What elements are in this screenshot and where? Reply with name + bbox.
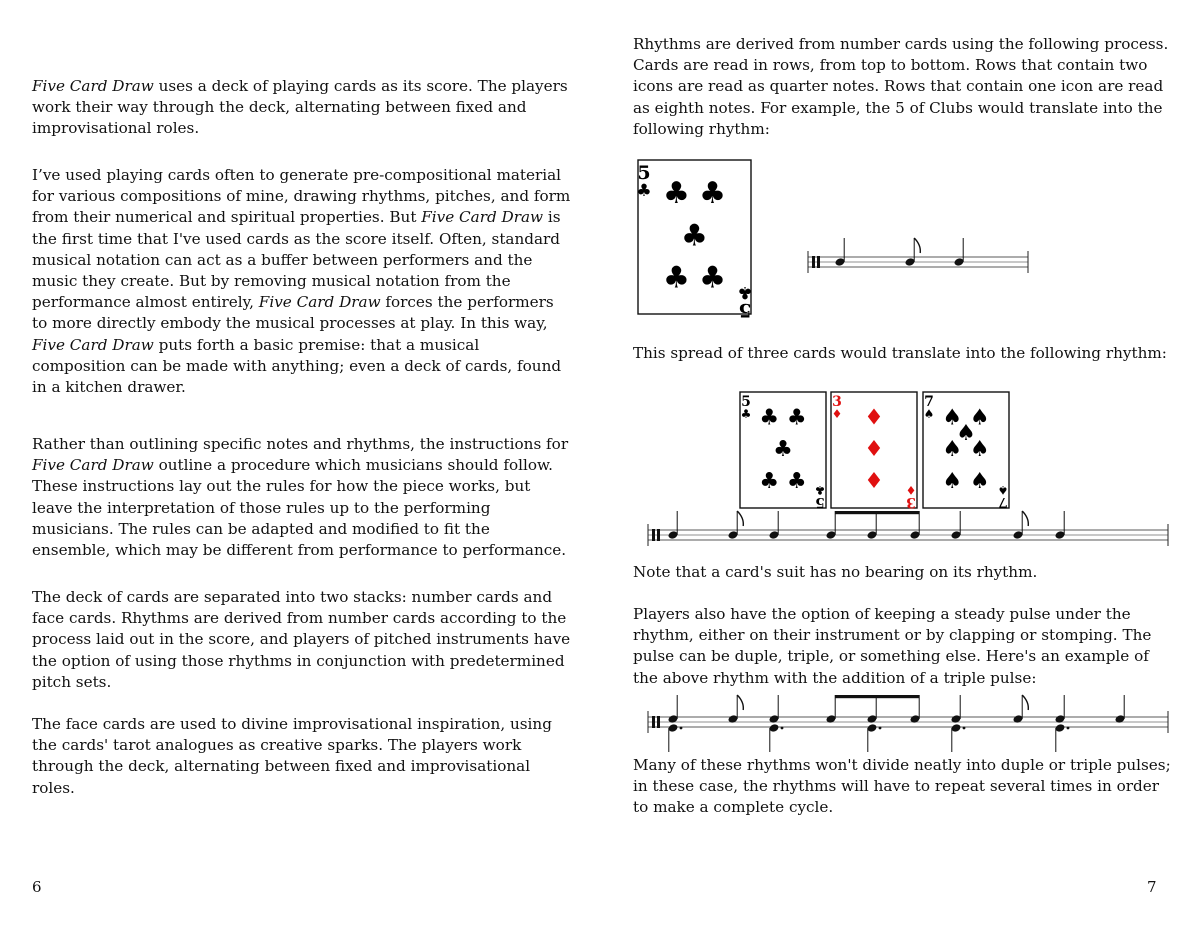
diamonds-pip-icon: ♦ — [864, 468, 884, 494]
title-italic: Five Card Draw — [421, 208, 544, 227]
text-run: Rather than outlining specific notes and rhythms, the instructions for — [32, 435, 569, 453]
text-run: uses a deck of playing cards as its score. The players work their way through the deck, alternating between fixed and improvisational roles. — [32, 77, 568, 138]
rhythm-staff-triple-pulse — [648, 695, 1168, 752]
text-run: I’ve used playing cards often to generate pre-compositional material for various compositions of mine, drawing rhythms, pitches, and form from their numerical and spiritual properties. But — [32, 166, 571, 227]
paragraph-pulse: Players also have the option of keeping a steady pulse under the rhythm, either on their instrument or by clapping or stomping. The pulse can be duple, triple, or something else. Here's an example of the above rhythm with the addition of a triple pulse: — [633, 605, 1152, 687]
clubs-pip-icon: ♣ — [786, 405, 807, 431]
text-run: is the first time that I've used cards as the score itself. Often, standard musical notation can act as a buffer between performers and the music they create. But by removing musical notation from the performance almost entirely, — [32, 208, 561, 312]
text-run: puts forth a basic premise: that a musical composition can be made with anything; even a deck of cards, found in a kitchen drawer. — [32, 335, 562, 397]
clubs-corner-icon: ♣ — [740, 407, 752, 421]
right-page — [600, 0, 1200, 930]
card-rank: 3 — [906, 494, 916, 510]
clubs-pip-icon: ♣ — [786, 468, 807, 494]
spades-corner-icon: ♠ — [923, 407, 935, 421]
paragraph-background — [32, 165, 572, 398]
paragraph-suit-note: Note that a card's suit has no bearing on its rhythm. — [633, 563, 1038, 581]
playing-card-7-of-spades — [923, 392, 1009, 510]
percussion-clef — [817, 256, 820, 268]
spades-pip-icon: ♠ — [956, 421, 976, 447]
eighth-flag — [914, 238, 920, 253]
clubs-pip-icon: ♣ — [773, 437, 793, 463]
note-beam — [835, 511, 919, 514]
spades-pip-icon: ♠ — [969, 405, 990, 431]
card-rank: 3 — [832, 394, 842, 410]
percussion-clef — [657, 529, 660, 541]
percussion-clef — [652, 529, 655, 541]
paragraph-spread: This spread of three cards would translate into the following rhythm: — [633, 344, 1167, 362]
percussion-clef — [652, 716, 655, 728]
paragraph-intro — [32, 76, 572, 140]
page-number-right: 7 — [1147, 878, 1157, 896]
clubs-corner-icon: ♣ — [814, 483, 826, 497]
card-corner-rotated — [906, 483, 917, 510]
playing-card-5-of-clubs — [740, 392, 826, 510]
eighth-flag — [737, 695, 743, 710]
text-run: forces the performers to more directly embody the musical processes at play. In this way, — [32, 293, 554, 333]
clubs-pip-icon: ♣ — [662, 260, 690, 296]
five-of-clubs-figure — [630, 156, 1040, 320]
clubs-pip-icon: ♣ — [699, 260, 727, 296]
card-spread — [740, 392, 1009, 510]
dot — [879, 727, 882, 730]
diamonds-corner-icon: ♦ — [905, 483, 917, 497]
card-rank: 7 — [998, 494, 1008, 510]
card-rank: 7 — [924, 394, 934, 410]
eighth-flag — [737, 511, 743, 526]
note-beam — [835, 695, 919, 698]
clubs-corner-icon: ♣ — [737, 282, 753, 302]
paragraph-face-cards: The face cards are used to divine improvisational inspiration, using the cards' tarot analogues as creative sparks. The players work through the deck, alternating between fixed and improvisational roles. — [32, 715, 552, 797]
dot — [680, 727, 683, 730]
title-italic: Five Card Draw — [258, 293, 381, 312]
card-rank: 5 — [637, 162, 651, 184]
diamonds-pip-icon: ♦ — [864, 405, 884, 431]
spades-pip-icon: ♠ — [969, 468, 990, 494]
card-rank: 5 — [815, 494, 825, 510]
clubs-pip-icon: ♣ — [759, 405, 780, 431]
playing-card-five-of-clubs — [636, 160, 752, 321]
clubs-pip-icon: ♣ — [662, 176, 690, 212]
card-rank: 5 — [741, 394, 751, 410]
text-run: outline a procedure which musicians should follow. These instructions lay out the rules for how the piece works, but leave the interpretation of those rules up to the performing musicians. The rules can be adapted and modified to fit the ensemble, which may be different from performance to performance. — [32, 456, 567, 560]
percussion-clef — [657, 716, 660, 728]
card-corner-rotated — [737, 282, 752, 321]
spades-pip-icon: ♠ — [942, 405, 963, 431]
dot — [963, 727, 966, 730]
spades-pip-icon: ♠ — [969, 437, 990, 463]
eighth-flag — [1022, 511, 1028, 526]
paragraph-cycles: Many of these rhythms won't divide neatly into duple or triple pulses; in these case, the rhythms will have to repeat several times in order to make a complete cycle. — [633, 756, 1171, 817]
paragraph-stacks: The deck of cards are separated into two stacks: number cards and face cards. Rhythms are derived from number cards according to the process laid out in the score, and players of pitched instruments have the option of using those rhythms in conjunction with predetermined pitch sets. — [32, 588, 571, 691]
triple-pulse-figure — [640, 696, 1180, 750]
page-number-left: 6 — [32, 878, 42, 896]
clubs-pip-icon: ♣ — [681, 218, 708, 254]
eighth-flag — [1022, 695, 1028, 710]
percussion-clef — [812, 256, 815, 268]
dot — [781, 727, 784, 730]
playing-card-3-of-diamonds — [831, 392, 917, 510]
diamonds-corner-icon: ♦ — [831, 407, 843, 421]
rhythm-staff-single — [808, 238, 1028, 273]
clubs-pip-icon: ♣ — [759, 468, 780, 494]
card-corner-rotated — [998, 483, 1009, 510]
clubs-corner-icon: ♣ — [636, 181, 652, 201]
card-border — [923, 392, 1009, 508]
title-italic: Five Card Draw — [32, 335, 154, 354]
paragraph-rhythm-process: Rhythms are derived from number cards using the following process. Cards are read in rows, from top to bottom. Rows that contain two icons are read as quarter notes. Rows that contain one icon are read as eighth notes. For example, the 5 of Clubs would translate into the following rhythm: — [633, 35, 1169, 138]
spades-pip-icon: ♠ — [942, 437, 963, 463]
spades-corner-icon: ♠ — [997, 483, 1009, 497]
clubs-pip-icon: ♣ — [699, 176, 727, 212]
dot — [1067, 727, 1070, 730]
diamonds-pip-icon: ♦ — [864, 437, 884, 463]
title-italic: Five Card Draw — [32, 77, 154, 95]
card-rank: 5 — [738, 299, 752, 321]
rhythm-staff-spread — [648, 511, 1168, 546]
paragraph-procedure — [32, 434, 572, 561]
spades-pip-icon: ♠ — [942, 468, 963, 494]
card-corner-rotated — [815, 483, 826, 510]
three-card-spread-figure — [640, 388, 1180, 554]
title-italic: Five Card Draw — [32, 456, 154, 475]
